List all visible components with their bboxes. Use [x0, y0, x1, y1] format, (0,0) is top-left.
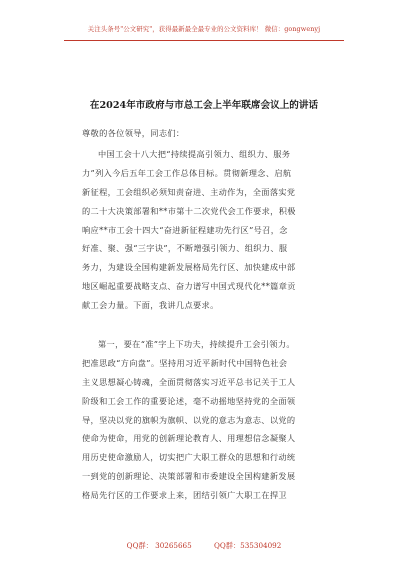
header-note: 关注头条号"公文研究"，获得最新最全最专业的公文资料库！ 微信：gongwenyj [87, 25, 321, 33]
paragraph-line: 响应**市工会十四大“奋进新征程建功先行区”号召，念 [82, 224, 288, 235]
paragraph-line: 阶级和工会工作的重要论述，毫不动摇地坚持党的全面领 [82, 395, 296, 406]
paragraph-line: 地区崛起重要战略支点、奋力谱写中国式现代化**篇章贡 [82, 281, 296, 292]
paragraph-line: 用历史使命激励人，切实把广大职工群众的思想和行动统 [82, 452, 296, 463]
footer-note [0, 541, 408, 551]
paragraph-line: 好准、聚、强“三字诀”，不断增强引领力、组织力、服 [82, 243, 288, 254]
footer-qq-group-1: QQ群： 30265665 [126, 541, 192, 550]
paragraph-2 [82, 335, 326, 505]
salutation-line: 尊敬的各位领导，同志们： [82, 128, 185, 138]
paragraph-line: 导，坚决以党的旗帜为旗帜、以党的意志为意志、以党的 [82, 414, 296, 425]
paragraph-line: 的二十大决策部署和**市第十二次党代会工作要求，积极 [82, 205, 296, 216]
paragraph-line: 第一，要在“准”字上下功夫，持续提升工会引领力。 [98, 339, 295, 349]
paragraph-line: 务力，为建设全国构建新发展格局先行区、加快建成中部 [82, 262, 296, 273]
page-title: 在2024年市政府与市总工会上半年联席会议上的讲话 [89, 100, 319, 111]
paragraph-line: 献工会力量。下面，我讲几点要求。 [82, 300, 219, 311]
paragraph-line: 新征程，工会组织必须知责奋进、主动作为，全面落实党 [82, 186, 296, 197]
paragraph-line: 使命为使命，用党的创新理论教育人、用理想信念凝聚人 [82, 433, 296, 444]
paragraph-1 [82, 145, 326, 315]
paragraph-line: 格局先行区的工作要求上来，团结引领广大职工在捍卫 [82, 490, 287, 501]
footer-qq-group-2: QQ群：535304092 [214, 541, 282, 550]
paragraph-line: 力”列入今后五年工会工作总体目标。贯彻新理念、启航 [82, 167, 292, 178]
header-rule [64, 40, 344, 41]
paragraph-line: 中国工会十八大把“持续提高引领力、组织力、服务 [98, 149, 291, 159]
paragraph-line: 把准思政“方向盘”。坚持用习近平新时代中国特色社会 [82, 357, 288, 368]
paragraph-line: 主义思想凝心铸魂，全面贯彻落实习近平总书记关于工人 [82, 376, 296, 387]
paragraph-line: 一到党的创新理论、决策部署和市委建设全国构建新发展 [82, 471, 296, 482]
salutation [82, 124, 326, 143]
